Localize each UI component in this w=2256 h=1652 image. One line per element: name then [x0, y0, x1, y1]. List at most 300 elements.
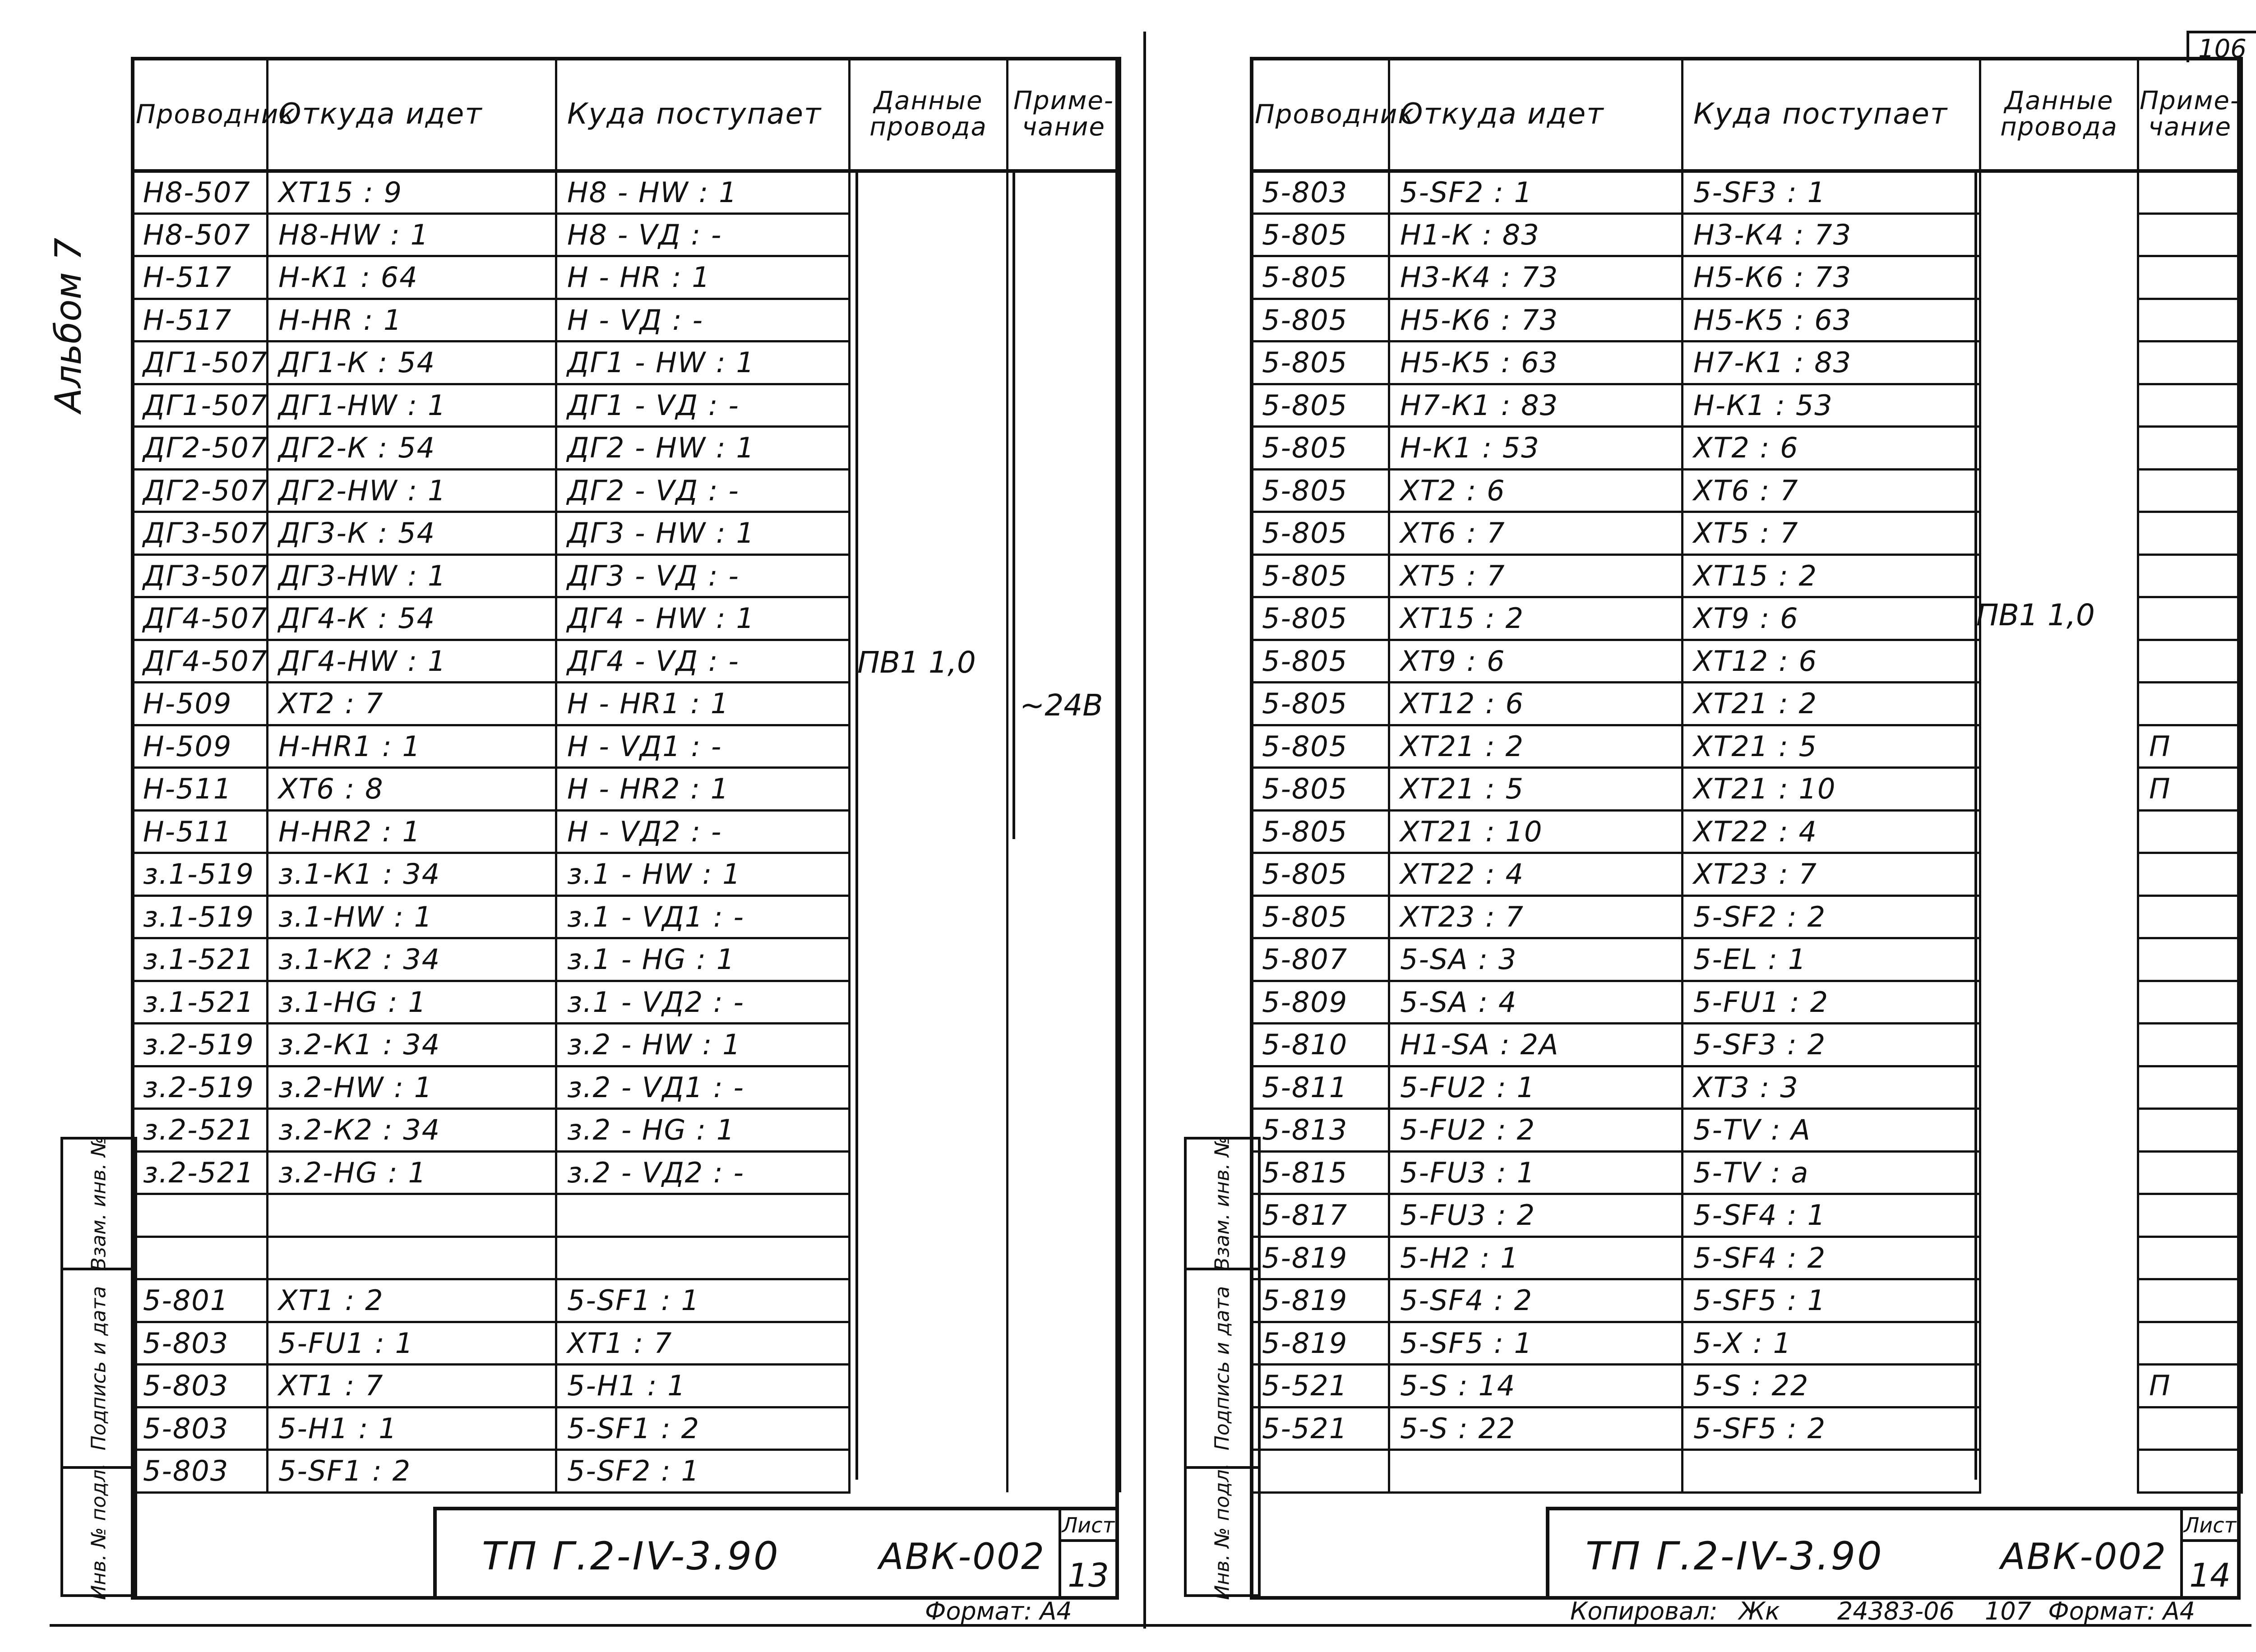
cell-note: [2138, 427, 2242, 470]
cell-conductor: 5-805: [1251, 683, 1389, 725]
cell-wire-data: [1980, 1365, 2138, 1407]
cell-note: [2138, 1151, 2242, 1194]
cell-conductor: 5-801: [132, 1279, 268, 1322]
cell-from: ДГ4-НW : 1: [268, 640, 556, 683]
cell-from: Н1-SА : 2А: [1389, 1024, 1683, 1066]
cell-conductor: ДГ2-507: [132, 469, 268, 512]
cell-note: [1008, 853, 1120, 896]
cell-to: 5-Н1 : 1: [556, 1365, 850, 1407]
cell-from: [268, 1194, 556, 1237]
cell-to: ДГ2 - НW : 1: [556, 427, 850, 470]
cell-from: Н7-К1 : 83: [1389, 384, 1683, 427]
cell-wire-data: [1980, 640, 2138, 683]
cell-from: з.2-НG : 1: [268, 1151, 556, 1194]
cell-conductor: 5-805: [1251, 469, 1389, 512]
cell-to: 5-ЕL : 1: [1683, 938, 1980, 981]
cell-wire-data: [1980, 171, 2138, 214]
cell-conductor: з.1-519: [132, 895, 268, 938]
left-title-stamp: [433, 1507, 1119, 1600]
cell-conductor: Н-517: [132, 299, 268, 341]
cell-wire-data: [850, 1237, 1008, 1279]
cell-to: 5-SF5 : 1: [1683, 1279, 1980, 1322]
cell-wire-data: [1980, 512, 2138, 555]
cell-to: 5-S : 22: [1683, 1365, 1980, 1407]
cell-from: з.1-НG : 1: [268, 981, 556, 1024]
cell-note: [1008, 256, 1120, 299]
cell-conductor: 5-817: [1251, 1194, 1389, 1237]
cell-to: з.2 - НG : 1: [556, 1109, 850, 1152]
cell-to: 5-SF3 : 2: [1683, 1024, 1980, 1066]
table-row: [1251, 512, 2242, 555]
cell-from: ХТ12 : 6: [1389, 683, 1683, 725]
cell-conductor: з.1-521: [132, 981, 268, 1024]
cell-note: [1008, 1194, 1120, 1237]
cell-to: з.1 - VД2 : -: [556, 981, 850, 1024]
cell-to: [1683, 1450, 1980, 1493]
cell-note: [2138, 981, 2242, 1024]
cell-conductor: Н-511: [132, 810, 268, 853]
cell-note: [2138, 384, 2242, 427]
cell-from: ДГ1-К : 54: [268, 341, 556, 384]
cell-wire-data: [850, 768, 1008, 811]
cell-wire-data: [1980, 725, 2138, 768]
left-note-line: [1012, 171, 1018, 839]
cell-to: [556, 1237, 850, 1279]
cell-note: [1008, 171, 1120, 214]
cell-to: Н7-К1 : 83: [1683, 341, 1980, 384]
cell-to: ХТ1 : 7: [556, 1322, 850, 1365]
table-row: [1251, 1194, 2242, 1237]
cell-conductor: з.2-521: [132, 1109, 268, 1152]
cell-to: ХТ15 : 2: [1683, 554, 1980, 597]
cell-to: Н8 - VД : -: [556, 213, 850, 256]
cell-wire-data: [1980, 1279, 2138, 1322]
cell-conductor: ДГ1-507: [132, 384, 268, 427]
sheet-number: 14: [2189, 1556, 2231, 1594]
cell-note: [2138, 341, 2242, 384]
cell-to: Н - НR : 1: [556, 256, 850, 299]
table-row: [1251, 1450, 2242, 1493]
table-row: [1251, 1322, 2242, 1365]
col-header-note: Приме- чание: [1008, 58, 1120, 171]
cell-to: 5-SF4 : 2: [1683, 1237, 1980, 1279]
cell-note: [2138, 1237, 2242, 1279]
cell-from: ХТ2 : 7: [268, 683, 556, 725]
cell-to: з.2 - VД1 : -: [556, 1066, 850, 1109]
cell-from: Н5-К5 : 63: [1389, 341, 1683, 384]
cell-conductor: [1251, 1450, 1389, 1493]
cell-from: 5-FU3 : 1: [1389, 1151, 1683, 1194]
cell-note: [2138, 853, 2242, 896]
cell-from: 5-SF4 : 2: [1389, 1279, 1683, 1322]
cell-from: ДГ3-НW : 1: [268, 554, 556, 597]
table-row: [132, 512, 1120, 555]
page-number: 107: [1985, 1597, 2032, 1625]
cell-wire-data: [1980, 810, 2138, 853]
cell-from: Н-К1 : 64: [268, 256, 556, 299]
cell-conductor: 5-809: [1251, 981, 1389, 1024]
cell-note: [2138, 1066, 2242, 1109]
right-title-stamp: [1546, 1507, 2241, 1600]
cell-conductor: [132, 1237, 268, 1279]
cell-conductor: 5-803: [1251, 171, 1389, 214]
table-row: [1251, 341, 2242, 384]
cell-wire-data: [850, 725, 1008, 768]
cell-from: 5-SF5 : 1: [1389, 1322, 1683, 1365]
cell-note: [2138, 1024, 2242, 1066]
cell-conductor: 5-805: [1251, 554, 1389, 597]
left-side-stamp: [60, 1136, 137, 1600]
cell-from: з.2-К1 : 34: [268, 1024, 556, 1066]
table-row: [1251, 1024, 2242, 1066]
cell-wire-data: [850, 1279, 1008, 1322]
cell-to: ХТ23 : 7: [1683, 853, 1980, 896]
table-row: [132, 1024, 1120, 1066]
cell-from: ХТ6 : 7: [1389, 512, 1683, 555]
cell-note: [2138, 469, 2242, 512]
cell-note: [2138, 938, 2242, 981]
cell-from: ХТ6 : 8: [268, 768, 556, 811]
table-row: [132, 938, 1120, 981]
cell-to: ХТ9 : 6: [1683, 597, 1980, 640]
col-header-from: Откуда идет: [1389, 58, 1683, 171]
cell-note: [2138, 171, 2242, 214]
cell-wire-data: [1980, 299, 2138, 341]
cell-from: ДГ2-НW : 1: [268, 469, 556, 512]
cell-to: ДГ3 - VД : -: [556, 554, 850, 597]
table-row: [1251, 213, 2242, 256]
cell-from: Н3-К4 : 73: [1389, 256, 1683, 299]
cell-note: [2138, 299, 2242, 341]
cell-to: Н-К1 : 53: [1683, 384, 1980, 427]
cell-to: ХТ21 : 5: [1683, 725, 1980, 768]
cell-conductor: з.1-521: [132, 938, 268, 981]
cell-to: Н - VД1 : -: [556, 725, 850, 768]
table-row: [132, 299, 1120, 341]
cell-wire-data: [850, 895, 1008, 938]
table-row: [132, 171, 1120, 214]
table-row: [132, 853, 1120, 896]
cell-to: з.1 - НG : 1: [556, 938, 850, 981]
cell-note: [1008, 895, 1120, 938]
cell-wire-data: [1980, 427, 2138, 470]
table-row: [132, 384, 1120, 427]
cell-note: [2138, 213, 2242, 256]
cell-conductor: 5-805: [1251, 725, 1389, 768]
cell-note: [1008, 597, 1120, 640]
cell-note: [1008, 427, 1120, 470]
cell-note: [1008, 1109, 1120, 1152]
cell-from: Н-НR : 1: [268, 299, 556, 341]
cell-note: [1008, 1322, 1120, 1365]
cell-from: 5-SА : 3: [1389, 938, 1683, 981]
left-wire-data: ПВ1 1,0: [857, 645, 976, 680]
cell-from: Н-К1 : 53: [1389, 427, 1683, 470]
cell-note: [2138, 1450, 2242, 1493]
cell-note: [2138, 1194, 2242, 1237]
cell-from: 5-Н2 : 1: [1389, 1237, 1683, 1279]
cell-from: з.2-К2 : 34: [268, 1109, 556, 1152]
cell-note: [1008, 1237, 1120, 1279]
cell-note: [2138, 683, 2242, 725]
cell-from: Н5-К6 : 73: [1389, 299, 1683, 341]
cell-conductor: Н8-507: [132, 171, 268, 214]
cell-from: з.1-НW : 1: [268, 895, 556, 938]
cell-conductor: Н8-507: [132, 213, 268, 256]
table-row: [1251, 384, 2242, 427]
cell-note: [2138, 1109, 2242, 1152]
cell-to: ХТ6 : 7: [1683, 469, 1980, 512]
cell-to: ХТ3 : 3: [1683, 1066, 1980, 1109]
table-row: [1251, 640, 2242, 683]
col-header-to: Куда поступает: [1683, 58, 1980, 171]
cell-wire-data: [1980, 1237, 2138, 1279]
cell-note: [1008, 1407, 1120, 1450]
table-row: [132, 1194, 1120, 1237]
cell-note: [1008, 554, 1120, 597]
cell-from: 5-FU1 : 1: [268, 1322, 556, 1365]
cell-conductor: 5-805: [1251, 256, 1389, 299]
cell-from: ХТ2 : 6: [1389, 469, 1683, 512]
cell-from: ХТ21 : 10: [1389, 810, 1683, 853]
cell-note: [1008, 768, 1120, 811]
cell-from: ДГ3-К : 54: [268, 512, 556, 555]
sheet-label: Лист: [1061, 1513, 1115, 1542]
cell-note: [1008, 1365, 1120, 1407]
table-row: [132, 597, 1120, 640]
cell-to: Н5-К6 : 73: [1683, 256, 1980, 299]
page-divider: [1143, 32, 1146, 1629]
cell-wire-data: [850, 1365, 1008, 1407]
cell-to: з.2 - VД2 : -: [556, 1151, 850, 1194]
cell-wire-data: [850, 469, 1008, 512]
cell-conductor: 5-819: [1251, 1237, 1389, 1279]
side-cell-inventory: Инв. № подл.: [1211, 1463, 1234, 1600]
cell-to: 5-FU1 : 2: [1683, 981, 1980, 1024]
cell-note: П: [2138, 725, 2242, 768]
cell-conductor: 5-805: [1251, 427, 1389, 470]
cell-note: [1008, 1450, 1120, 1493]
cell-from: Н-НR2 : 1: [268, 810, 556, 853]
cell-conductor: 5-805: [1251, 213, 1389, 256]
cell-to: ХТ12 : 6: [1683, 640, 1980, 683]
cell-note: [1008, 384, 1120, 427]
table-row: [132, 256, 1120, 299]
cell-to: з.2 - НW : 1: [556, 1024, 850, 1066]
table-row: [132, 981, 1120, 1024]
cell-to: з.1 - НW : 1: [556, 853, 850, 896]
stamp-code: ТП Г.2-IV-3.90: [482, 1534, 780, 1579]
cell-wire-data: [1980, 1151, 2138, 1194]
cell-conductor: ДГ3-507: [132, 554, 268, 597]
cell-from: 5-S : 14: [1389, 1365, 1683, 1407]
cell-from: Н8-НW : 1: [268, 213, 556, 256]
stamp-code: ТП Г.2-IV-3.90: [1586, 1534, 1884, 1579]
right-wire-data: ПВ1 1,0: [1976, 598, 2095, 632]
cell-note: [1008, 1151, 1120, 1194]
cell-from: 5-SА : 4: [1389, 981, 1683, 1024]
cell-from: ХТ9 : 6: [1389, 640, 1683, 683]
col-header-note: Приме- чание: [2138, 58, 2242, 171]
cell-wire-data: [850, 597, 1008, 640]
cell-conductor: ДГ1-507: [132, 341, 268, 384]
right-format: Формат: А4: [2048, 1597, 2196, 1625]
table-row: [1251, 1237, 2242, 1279]
cell-to: з.1 - VД1 : -: [556, 895, 850, 938]
cell-from: з.1-К1 : 34: [268, 853, 556, 896]
table-row: [132, 1279, 1120, 1322]
cell-from: 5-Н1 : 1: [268, 1407, 556, 1450]
cell-from: ХТ21 : 5: [1389, 768, 1683, 811]
cell-to: 5-ТV : а: [1683, 1151, 1980, 1194]
stamp-doc-number: АВК-002: [2001, 1536, 2167, 1578]
cell-to: ХТ5 : 7: [1683, 512, 1980, 555]
table-row: [1251, 1066, 2242, 1109]
cell-wire-data: [850, 384, 1008, 427]
table-row: [132, 341, 1120, 384]
copied-label: Копировал:: [1570, 1597, 1718, 1625]
sheet-box: [2180, 1510, 2237, 1596]
cell-from: 5-SF2 : 1: [1389, 171, 1683, 214]
cell-wire-data: [850, 1407, 1008, 1450]
cell-wire-data: [1980, 1024, 2138, 1066]
cell-from: Н-НR1 : 1: [268, 725, 556, 768]
cell-to: Н5-К5 : 63: [1683, 299, 1980, 341]
side-cell-signature: Подпись и дата: [1187, 1270, 1258, 1469]
cell-wire-data: [1980, 938, 2138, 981]
cell-wire-data: [1980, 683, 2138, 725]
table-row: [132, 469, 1120, 512]
cell-from: ХТ1 : 2: [268, 1279, 556, 1322]
cell-to: ДГ4 - VД : -: [556, 640, 850, 683]
cell-from: ХТ15 : 9: [268, 171, 556, 214]
cell-wire-data: [850, 938, 1008, 981]
left-wire-table: [131, 57, 1121, 1494]
table-row: [1251, 1279, 2242, 1322]
left-wire-data-brace: [857, 645, 976, 680]
cell-wire-data: [850, 512, 1008, 555]
right-wire-data-brace: [1976, 598, 2095, 632]
cell-conductor: 5-819: [1251, 1322, 1389, 1365]
col-header-wire-data: Данные провода: [850, 58, 1008, 171]
cell-wire-data: [850, 1450, 1008, 1493]
cell-wire-data: [1980, 256, 2138, 299]
cell-conductor: 5-805: [1251, 341, 1389, 384]
table-row: [132, 427, 1120, 470]
cell-from: ДГ2-К : 54: [268, 427, 556, 470]
cell-to: 5-SF4 : 1: [1683, 1194, 1980, 1237]
cell-wire-data: [850, 1066, 1008, 1109]
cell-note: [2138, 810, 2242, 853]
cell-conductor: з.2-519: [132, 1066, 268, 1109]
cell-from: ХТ5 : 7: [1389, 554, 1683, 597]
cell-to: 5-SF2 : 1: [556, 1450, 850, 1493]
cell-to: ХТ2 : 6: [1683, 427, 1980, 470]
col-header-conductor: Проводник: [1251, 58, 1389, 171]
cell-wire-data: [1980, 384, 2138, 427]
col-header-wire-data: Данные провода: [1980, 58, 2138, 171]
cell-wire-data: [850, 1194, 1008, 1237]
col-header-conductor: Проводник: [132, 58, 268, 171]
cell-conductor: Н-517: [132, 256, 268, 299]
cell-wire-data: [850, 1109, 1008, 1152]
table-row: [132, 1151, 1120, 1194]
cell-conductor: 5-805: [1251, 384, 1389, 427]
album-label: Альбом 7: [47, 238, 89, 413]
cell-conductor: 5-805: [1251, 640, 1389, 683]
cell-note: [1008, 810, 1120, 853]
table-row: [1251, 938, 2242, 981]
cell-wire-data: [850, 171, 1008, 214]
sheet-label: Лист: [2183, 1513, 2237, 1542]
cell-wire-data: [1980, 895, 2138, 938]
table-row: [1251, 981, 2242, 1024]
cell-conductor: з.2-519: [132, 1024, 268, 1066]
cell-wire-data: [1980, 1450, 2138, 1493]
cell-to: 5-SF5 : 2: [1683, 1407, 1980, 1450]
stamp-doc-number: АВК-002: [879, 1536, 1045, 1578]
cell-from: Н1-К : 83: [1389, 213, 1683, 256]
cell-note: [1008, 981, 1120, 1024]
cell-to: ХТ22 : 4: [1683, 810, 1980, 853]
cell-conductor: Н-509: [132, 683, 268, 725]
cell-note: [1008, 341, 1120, 384]
cell-from: [1389, 1450, 1683, 1493]
sheet-box: [1059, 1510, 1115, 1596]
cell-wire-data: [1980, 341, 2138, 384]
cell-conductor: ДГ4-507: [132, 640, 268, 683]
cell-conductor: з.2-521: [132, 1151, 268, 1194]
cell-wire-data: [850, 683, 1008, 725]
cell-conductor: 5-521: [1251, 1365, 1389, 1407]
cell-note: [2138, 554, 2242, 597]
cell-conductor: [132, 1194, 268, 1237]
table-row: [1251, 427, 2242, 470]
cell-from: ДГ1-НW : 1: [268, 384, 556, 427]
col-header-from: Откуда идет: [268, 58, 556, 171]
cell-note: [1008, 469, 1120, 512]
cell-conductor: 5-805: [1251, 853, 1389, 896]
cell-to: Н - VД : -: [556, 299, 850, 341]
side-cell-inventory: Инв. № подл.: [87, 1463, 111, 1600]
cell-conductor: 5-819: [1251, 1279, 1389, 1322]
right-wire-table: [1250, 57, 2243, 1494]
cell-wire-data: [850, 981, 1008, 1024]
table-row: [1251, 1151, 2242, 1194]
cell-conductor: 5-811: [1251, 1066, 1389, 1109]
cell-note: [2138, 256, 2242, 299]
table-row: [1251, 725, 2242, 768]
cell-note: [1008, 640, 1120, 683]
cell-wire-data: [1980, 768, 2138, 811]
table-row: [1251, 1407, 2242, 1450]
cell-from: 5-FU3 : 2: [1389, 1194, 1683, 1237]
left-brace-line: [855, 171, 861, 1480]
cell-conductor: 5-805: [1251, 895, 1389, 938]
cell-conductor: 5-810: [1251, 1024, 1389, 1066]
table-row: [132, 768, 1120, 811]
side-cell-replace: Взам. инв. №: [1187, 1140, 1258, 1270]
cell-to: ДГ2 - VД : -: [556, 469, 850, 512]
cell-to: ДГ3 - НW : 1: [556, 512, 850, 555]
cell-to: 5-SF1 : 1: [556, 1279, 850, 1322]
cell-conductor: 5-805: [1251, 299, 1389, 341]
col-header-to: Куда поступает: [556, 58, 850, 171]
cell-conductor: 5-803: [132, 1365, 268, 1407]
cell-wire-data: [1980, 1066, 2138, 1109]
cell-conductor: 5-521: [1251, 1407, 1389, 1450]
cell-note: [1008, 725, 1120, 768]
